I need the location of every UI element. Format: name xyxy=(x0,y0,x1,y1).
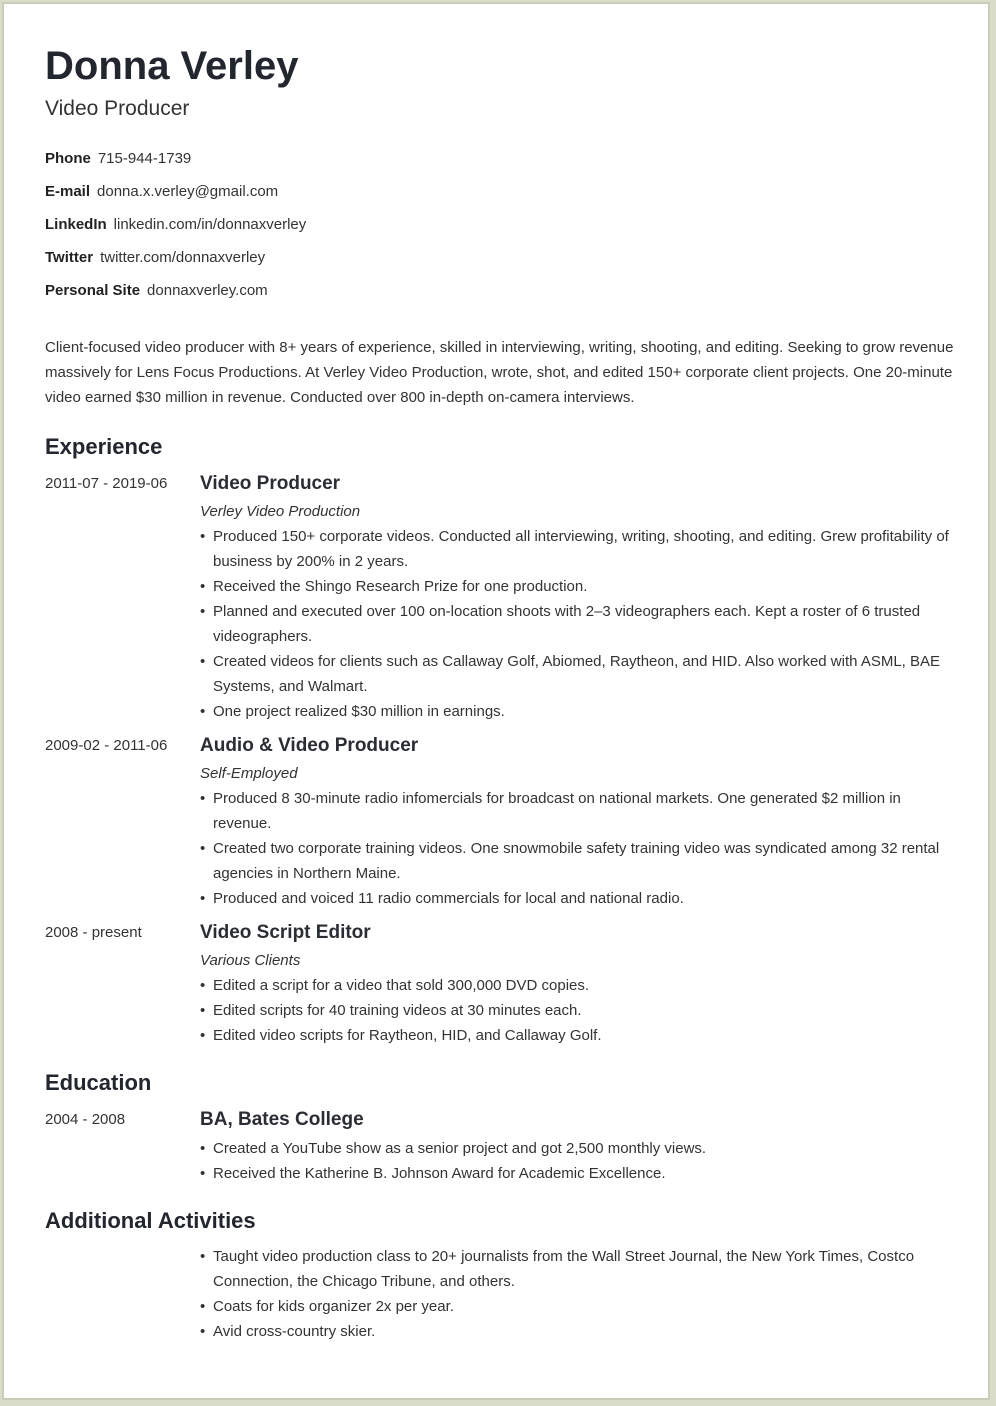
list-item: • Edited a script for a video that sold 300,000 DVD copies. xyxy=(200,973,955,998)
contact-value: donna.x.verley@gmail.com xyxy=(97,183,279,200)
list-item: • Produced 150+ corporate videos. Conducted all interviewing, writing, shooting, and editing. Grew profitability of business by 200% in 2 years. xyxy=(200,524,955,574)
section-title-experience: Experience xyxy=(45,434,163,459)
contact-value: linkedin.com/in/donnaxverley xyxy=(113,216,307,233)
job-title: Video Script Editor xyxy=(200,922,371,943)
experience-entry xyxy=(45,919,955,1048)
entry-dates-empty xyxy=(45,1244,200,1344)
entry-body xyxy=(200,1106,955,1186)
contact-value: 715-944-1739 xyxy=(97,150,192,167)
list-item: • Planned and executed over 100 on-location shoots with 2–3 videographers each. Kept a roster of 6 trusted videographers. xyxy=(200,599,955,649)
contact-email xyxy=(45,175,955,208)
resume-content xyxy=(45,42,955,1344)
section-title-education: Education xyxy=(45,1070,152,1095)
job-title: Audio & Video Producer xyxy=(200,735,419,756)
contact-label: Twitter xyxy=(45,249,94,266)
contact-label: E-mail xyxy=(45,183,91,200)
candidate-title: Video Producer xyxy=(45,97,190,120)
contact-phone xyxy=(45,142,955,175)
bullet-list xyxy=(200,786,955,911)
list-item: • Created two corporate training videos. One snowmobile safety training video was syndicated among 32 rental agencies in Northern Maine. xyxy=(200,836,955,886)
education-entry xyxy=(45,1106,955,1186)
contact-label: LinkedIn xyxy=(45,216,107,233)
company-name: Various Clients xyxy=(200,952,301,969)
list-item: • Coats for kids organizer 2x per year. xyxy=(200,1294,955,1319)
job-title: Video Producer xyxy=(200,473,341,494)
bullet-list xyxy=(200,524,955,724)
entry-body xyxy=(200,470,955,724)
bullet-list xyxy=(200,1244,955,1344)
contact-label: Phone xyxy=(45,150,91,167)
company-name: Verley Video Production xyxy=(200,503,361,520)
list-item: • Taught video production class to 20+ journalists from the Wall Street Journal, the New York Times, Costco Connection, the Chicago Tribune, and others. xyxy=(200,1244,955,1294)
entry-body xyxy=(200,1244,955,1344)
contact-linkedin xyxy=(45,208,955,241)
company-name: Self-Employed xyxy=(200,765,298,782)
resume-page xyxy=(2,2,990,1400)
summary-paragraph: Client-focused video producer with 8+ years of experience, skilled in interviewing, writing, shooting, and editing. Seeking to grow revenue massively for Lens Focus Productions. At Verley Video Production, wrote, shot, and edited 150+ corporate client projects. One 20-minute video earned $30 million in revenue. Conducted over 800 in-depth on-camera interviews. xyxy=(45,339,954,406)
entry-body xyxy=(200,919,955,1048)
bullet-list xyxy=(200,1136,955,1186)
list-item: • Created a YouTube show as a senior project and got 2,500 monthly views. xyxy=(200,1136,955,1161)
bullet-list xyxy=(200,973,955,1048)
entry-dates: 2009-02 - 2011-06 xyxy=(45,737,168,754)
list-item: • Produced and voiced 11 radio commercials for local and national radio. xyxy=(200,886,955,911)
contact-list xyxy=(45,142,955,307)
contact-value: donnaxverley.com xyxy=(147,282,268,299)
contact-value: twitter.com/donnaxverley xyxy=(100,249,266,266)
experience-entry xyxy=(45,470,955,724)
contact-label: Personal Site xyxy=(45,282,141,299)
entry-dates: 2004 - 2008 xyxy=(45,1111,126,1128)
degree-title: BA, Bates College xyxy=(200,1109,364,1130)
section-title-activities: Additional Activities xyxy=(45,1208,256,1233)
entry-dates: 2011-07 - 2019-06 xyxy=(45,475,168,492)
contact-twitter xyxy=(45,241,955,274)
list-item: • Edited video scripts for Raytheon, HID, and Callaway Golf. xyxy=(200,1023,955,1048)
list-item: • Received the Shingo Research Prize for one production. xyxy=(200,574,955,599)
list-item: • Produced 8 30-minute radio infomercials for broadcast on national markets. One generated $2 million in revenue. xyxy=(200,786,955,836)
list-item: • Edited scripts for 40 training videos at 30 minutes each. xyxy=(200,998,955,1023)
list-item: • Received the Katherine B. Johnson Award for Academic Excellence. xyxy=(200,1161,955,1186)
activities-entry xyxy=(45,1244,955,1344)
list-item: • One project realized $30 million in earnings. xyxy=(200,699,955,724)
list-item: • Created videos for clients such as Callaway Golf, Abiomed, Raytheon, and HID. Also worked with ASML, BAE Systems, and Walmart. xyxy=(200,649,955,699)
entry-body xyxy=(200,732,955,911)
experience-entry xyxy=(45,732,955,911)
entry-dates: 2008 - present xyxy=(45,924,142,941)
contact-personal-site xyxy=(45,274,955,307)
candidate-name: Donna Verley xyxy=(45,44,299,88)
list-item: • Avid cross-country skier. xyxy=(200,1319,955,1344)
